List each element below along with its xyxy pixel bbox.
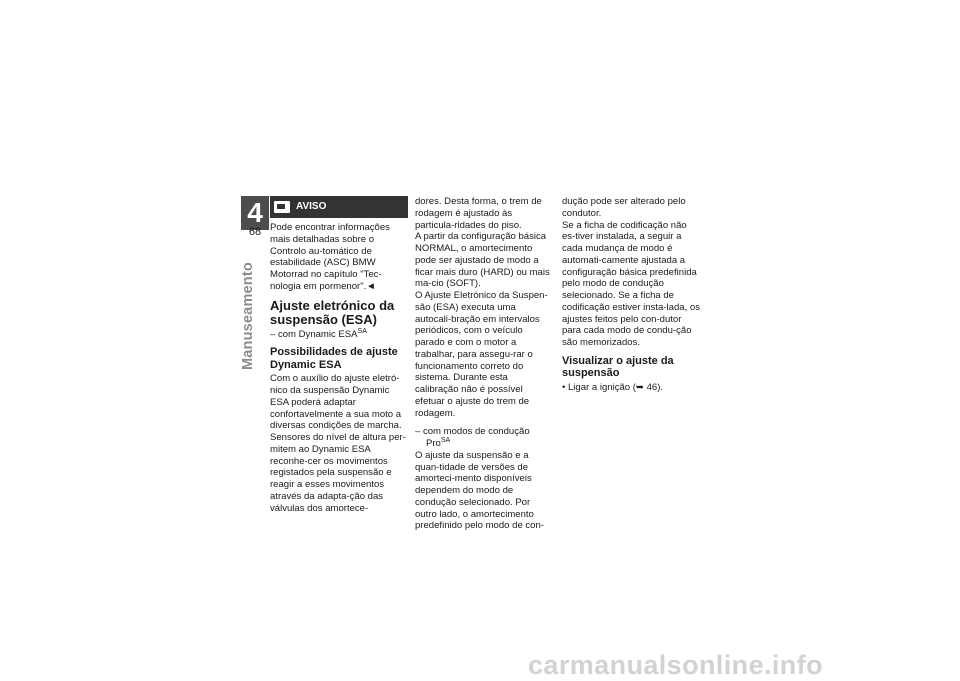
page-number: 68 [248,226,262,238]
chapter-title: Manuseamento [240,262,256,370]
paragraph: dução pode ser alterado pelo condutor. [562,196,686,219]
bullet-item: • Ligar a ignição (➥ 46). [562,381,664,393]
option-riding-modes-pro: Pro$^{SA}$ [426,436,451,449]
paragraph: O ajuste da suspensão e a quan-tidade de versões de amorteci-mento disponíveis dependem do modo de condução selecionado. Por outro lado, o amortecimento predefinido pelo modo de con- [415,449,544,532]
section-heading-esa: Ajuste eletrónico da suspensão (ESA) [270,297,395,327]
paragraph: Com o auxílio do ajuste eletró-nico da suspensão Dynamic ESA poderá adaptar confortavelmente a sua moto a diversas condições de marcha. [270,373,402,432]
paragraph: O Ajuste Eletrónico da Suspen-são (ESA) executa uma autocali-bração em intervalos periódicos, com o veículo parado e com o motor a trabalhar, para assegu-rar o funcionamento correto do sistema. Durante esta calibração não é possível efetuar o ajuste do trem de rodagem. [415,290,548,419]
paragraph: Se a ficha de codificação não es-tiver instalada, a seguir a cada mudança de modo é automati-camente ajustada a configuração básica predefinida pelo modo de condução selecionado. Se a ficha de codificação estiver insta-lada, os ajustes feitos pelo con-dutor para cada modo de condu-ção são memorizados. [562,219,700,348]
paragraph: Sensores do nível de altura per-mitem ao Dynamic ESA reconhe-cer os movimentos registados pela suspensão e reagir a esses movimentos através da adapta-ção das válvulas dos amortece- [270,432,406,514]
option-dynamic-esa: – com Dynamic $ESA^{SA}$ [270,327,367,340]
paragraph: dores. Desta forma, o trem de rodagem é ajustado às particula-ridades do piso. [415,196,542,231]
warning-label: AVISO [296,201,327,213]
paragraph: A partir da configuração básica NORMAL, o amortecimento pode ser ajustado de modo a ficar mais duro (HARD) ou mais ma-cio (SOFT). [415,231,550,290]
warning-text: Pode encontrar informações mais detalhadas sobre o Controlo au-tomático de estabilidade (ASC) BMW Motorrad no capítulo "Tec-nologia em pormenor".◄ [270,222,390,292]
warning-bar [270,196,408,218]
section-heading-view: Visualizar o ajuste da suspensão [562,354,674,380]
column-2 [415,196,553,532]
option-riding-modes: – com modos de condução [415,426,530,438]
chapter-number: 4 [241,196,269,230]
watermark: carmanualsonline.info [528,650,823,680]
column-3 [562,196,700,394]
column-1 [270,196,408,514]
section-heading-adjust: Possibilidades de ajuste Dynamic ESA [270,346,398,371]
book-icon [274,201,290,213]
